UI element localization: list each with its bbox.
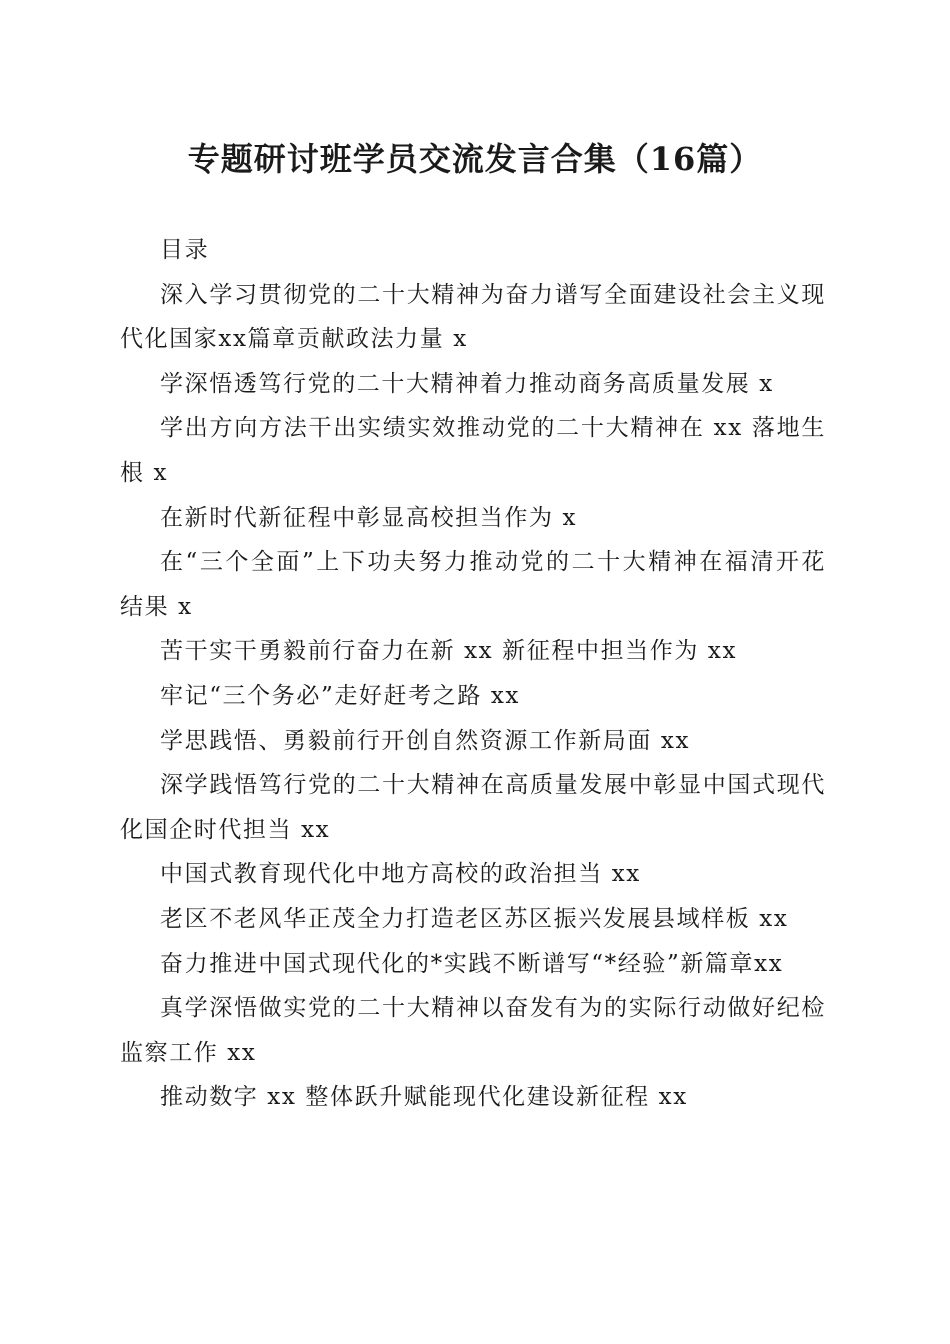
toc-item-14: 推动数字 xx 整体跃升赋能现代化建设新征程 xx bbox=[160, 1084, 688, 1111]
toc-item-4: 在新时代新征程中彰显高校担当作为 x bbox=[160, 504, 578, 531]
toc-item-2: 学深悟透笃行党的二十大精神着力推动商务高质量发展 x bbox=[160, 370, 774, 397]
toc-item-3: 学出方向方法干出实绩实效推动党的二十大精神在 xx 落地生根 x bbox=[120, 415, 826, 486]
toc-item-9: 深学践悟笃行党的二十大精神在高质量发展中彰显中国式现代化国企时代担当 xx bbox=[120, 772, 826, 843]
toc-item-6: 苦干实干勇毅前行奋力在新 xx 新征程中担当作为 xx bbox=[160, 638, 738, 665]
table-of-contents bbox=[120, 228, 826, 1120]
toc-item-10: 中国式教育现代化中地方高校的政治担当 xx bbox=[160, 861, 641, 888]
toc-heading: 目录 bbox=[160, 237, 210, 263]
toc-item-7: 牢记“三个务必”走好赶考之路 xx bbox=[160, 682, 520, 709]
toc-item-11: 老区不老风华正茂全力打造老区苏区振兴发展县域样板 xx bbox=[160, 905, 789, 932]
toc-item-1: 深入学习贯彻党的二十大精神为奋力谱写全面建设社会主义现代化国家xx篇章贡献政法力量 x bbox=[120, 281, 826, 353]
toc-item-5: 在“三个全面”上下功夫努力推动党的二十大精神在福清开花结果 x bbox=[120, 549, 826, 620]
toc-item-13: 真学深悟做实党的二十大精神以奋发有为的实际行动做好纪检监察工作 xx bbox=[120, 995, 826, 1066]
document-title: 专题研讨班学员交流发言合集（16篇） bbox=[187, 140, 763, 178]
toc-item-12: 奋力推进中国式现代化的*实践不断谱写“*经验”新篇章xx bbox=[160, 950, 784, 977]
toc-item-8: 学思践悟、勇毅前行开创自然资源工作新局面 xx bbox=[160, 727, 691, 754]
